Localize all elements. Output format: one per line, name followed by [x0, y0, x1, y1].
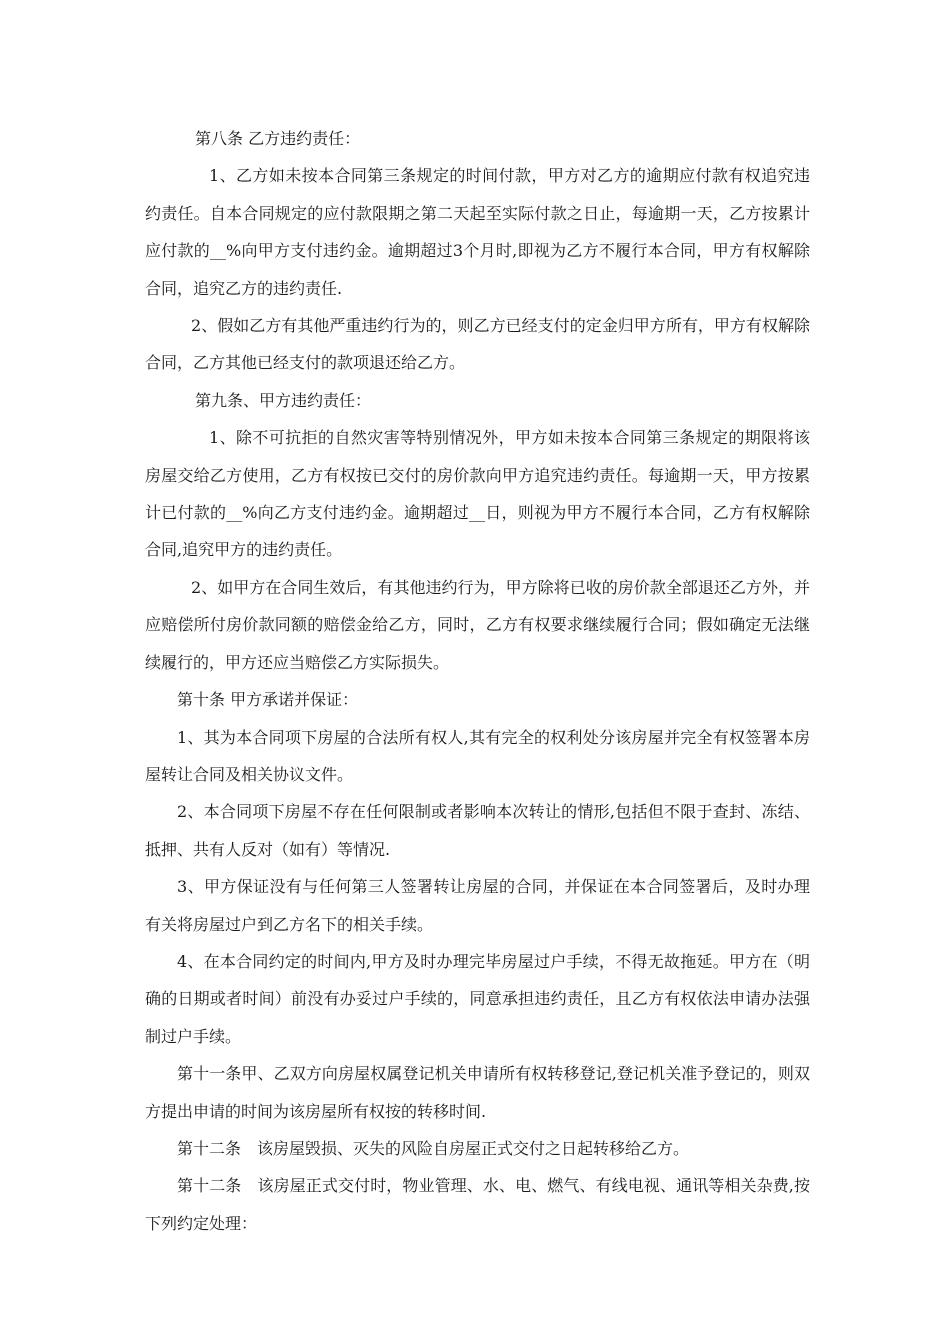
article-8-heading: 第八条 乙方违约责任：: [195, 129, 361, 148]
article-9-heading: 第九条、甲方违约责任：: [195, 390, 372, 410]
contract-page: [145, 120, 810, 1242]
article-10-clause-3: 3、甲方保证没有与任何第三人签署转让房屋的合同，并保证在本合同签署后，及时办理有关将房屋过户到乙方名下的相关手续。: [145, 877, 810, 934]
article-11: 第十一条甲、乙双方向房屋权属登记机关申请所有权转移登记,登记机关准予登记的，则双方提出申请的时间为该房屋所有权按的转移时间.: [145, 1064, 810, 1121]
article-10-clause-1: 1、其为本合同项下房屋的合法所有权人,其有完全的权利处分该房屋并完全有权签署本房屋转让合同及相关协议文件。: [145, 727, 810, 784]
article-9-clause-1: 1、除不可抗拒的自然灾害等特别情况外，甲方如未按本合同第三条规定的期限将该房屋交给乙方使用，乙方有权按已交付的房价款向甲方追究违约责任。每逾期一天，甲方按累计已付款的__%向乙方支付违约金。逾期超过__日，则视为甲方不履行本合同，乙方有权解除合同,追究甲方的违约责任。: [145, 428, 810, 560]
article-10-heading: 第十条 甲方承诺并保证：: [177, 690, 359, 710]
article-12-fees: 第十二条 该房屋正式交付时，物业管理、水、电、燃气、有线电视、通讯等相关杂费,按下列约定处理：: [145, 1176, 810, 1233]
article-8-clause-2: 2、假如乙方有其他严重违约行为的，则乙方已经支付的定金归甲方所有，甲方有权解除合同，乙方其他已经支付的款项退还给乙方。: [145, 316, 810, 373]
article-8-clause-1: 1、乙方如未按本合同第三条规定的时间付款，甲方对乙方的逾期应付款有权追究违约责任。自本合同规定的应付款限期之第二天起至实际付款之日止，每逾期一天，乙方按累计应付款的__%向甲方支付违约金。逾期超过3个月时,即视为乙方不履行本合同，甲方有权解除合同，追究乙方的违约责任.: [145, 166, 810, 298]
article-12-risk: 第十二条 该房屋毁损、灭失的风险自房屋正式交付之日起转移给乙方。: [177, 1138, 690, 1158]
article-9-clause-2: 2、如甲方在合同生效后，有其他违约行为，甲方除将已收的房价款全部退还乙方外，并应赔偿所付房价款同额的赔偿金给乙方，同时，乙方有权要求继续履行合同；假如确定无法继续履行的，甲方还应当赔偿乙方实际损失。: [145, 577, 810, 672]
article-10-clause-2: 2、本合同项下房屋不存在任何限制或者影响本次转让的情形,包括但不限于查封、冻结、抵押、共有人反对（如有）等情况.: [145, 802, 810, 859]
article-10-clause-4: 4、在本合同约定的时间内,甲方及时办理完毕房屋过户手续，不得无故拖延。甲方在（明确的日期或者时间）前没有办妥过户手续的，同意承担违约责任，且乙方有权依法申请办法强制过户手续。: [145, 951, 810, 1046]
